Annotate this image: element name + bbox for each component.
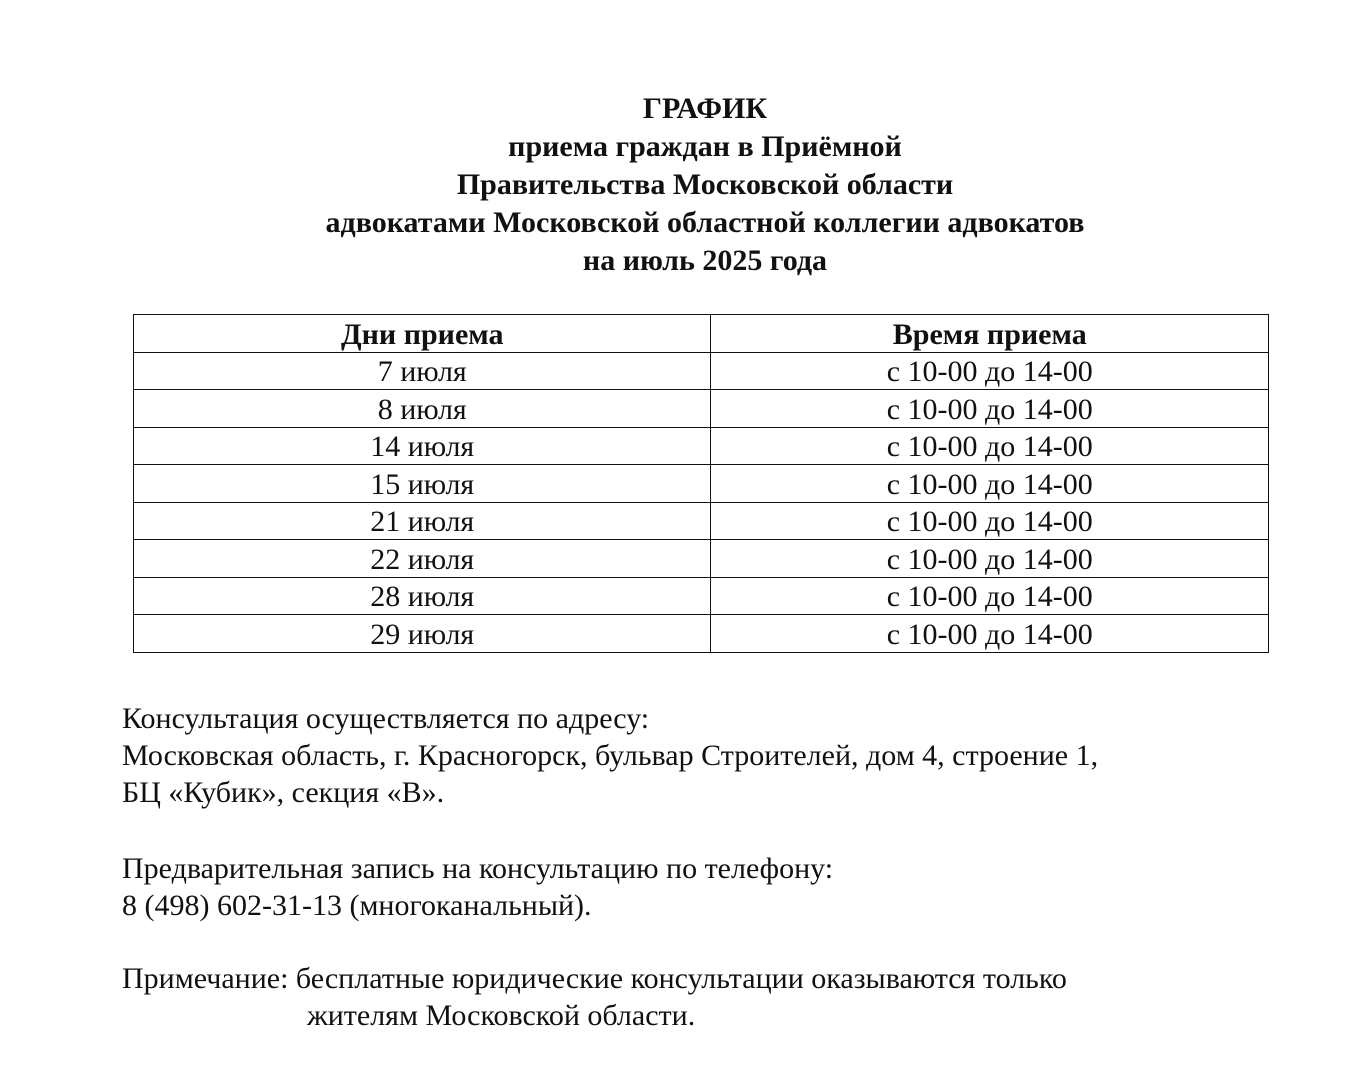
address-intro: Консультация осуществляется по адресу: — [122, 702, 650, 735]
address-building: БЦ «Кубик», секция «В». — [122, 776, 445, 809]
table-row — [134, 352, 1269, 390]
time-cell: с 10-00 до 14-00 — [711, 427, 1269, 465]
note-section — [122, 960, 1067, 1034]
time-cell: с 10-00 до 14-00 — [711, 390, 1269, 428]
day-cell: 29 июля — [134, 615, 711, 653]
address-section — [122, 700, 1098, 811]
day-cell: 21 июля — [134, 502, 711, 540]
table-row — [134, 540, 1269, 578]
day-cell: 28 июля — [134, 577, 711, 615]
time-cell: с 10-00 до 14-00 — [711, 465, 1269, 503]
address-line: Московская область, г. Красногорск, бульвар Строителей, дом 4, строение 1, — [122, 739, 1099, 772]
time-cell: с 10-00 до 14-00 — [711, 502, 1269, 540]
time-cell: с 10-00 до 14-00 — [711, 352, 1269, 390]
phone-intro: Предварительная запись на консультацию по телефону: — [122, 852, 834, 885]
document-title: ГРАФИК — [642, 92, 768, 125]
phone-number: 8 (498) 602-31-13 (многоканальный). — [122, 889, 592, 922]
time-cell: с 10-00 до 14-00 — [711, 540, 1269, 578]
table-row — [134, 390, 1269, 428]
schedule-table — [133, 314, 1269, 653]
day-cell: 7 июля — [134, 352, 711, 390]
time-cell: с 10-00 до 14-00 — [711, 577, 1269, 615]
note-continuation: жителям Московской области. — [307, 999, 696, 1032]
table-row — [134, 427, 1269, 465]
note-line: Примечание: бесплатные юридические консультации оказываются только — [122, 962, 1067, 995]
title-subline-1: приема граждан в Приёмной — [508, 130, 902, 163]
title-subline-3: адвокатами Московской областной коллегии адвокатов — [325, 206, 1085, 239]
table-row — [134, 615, 1269, 653]
document-title-block — [0, 90, 1362, 280]
header-time: Время приема — [711, 315, 1269, 353]
table-header-row — [134, 315, 1269, 353]
day-cell: 22 июля — [134, 540, 711, 578]
table-row — [134, 465, 1269, 503]
phone-section — [122, 850, 833, 924]
header-days: Дни приема — [134, 315, 711, 353]
table-row — [134, 577, 1269, 615]
table-row — [134, 502, 1269, 540]
day-cell: 15 июля — [134, 465, 711, 503]
title-subline-4: на июль 2025 года — [582, 244, 828, 277]
day-cell: 8 июля — [134, 390, 711, 428]
time-cell: с 10-00 до 14-00 — [711, 615, 1269, 653]
day-cell: 14 июля — [134, 427, 711, 465]
title-subline-2: Правительства Московской области — [456, 168, 954, 201]
